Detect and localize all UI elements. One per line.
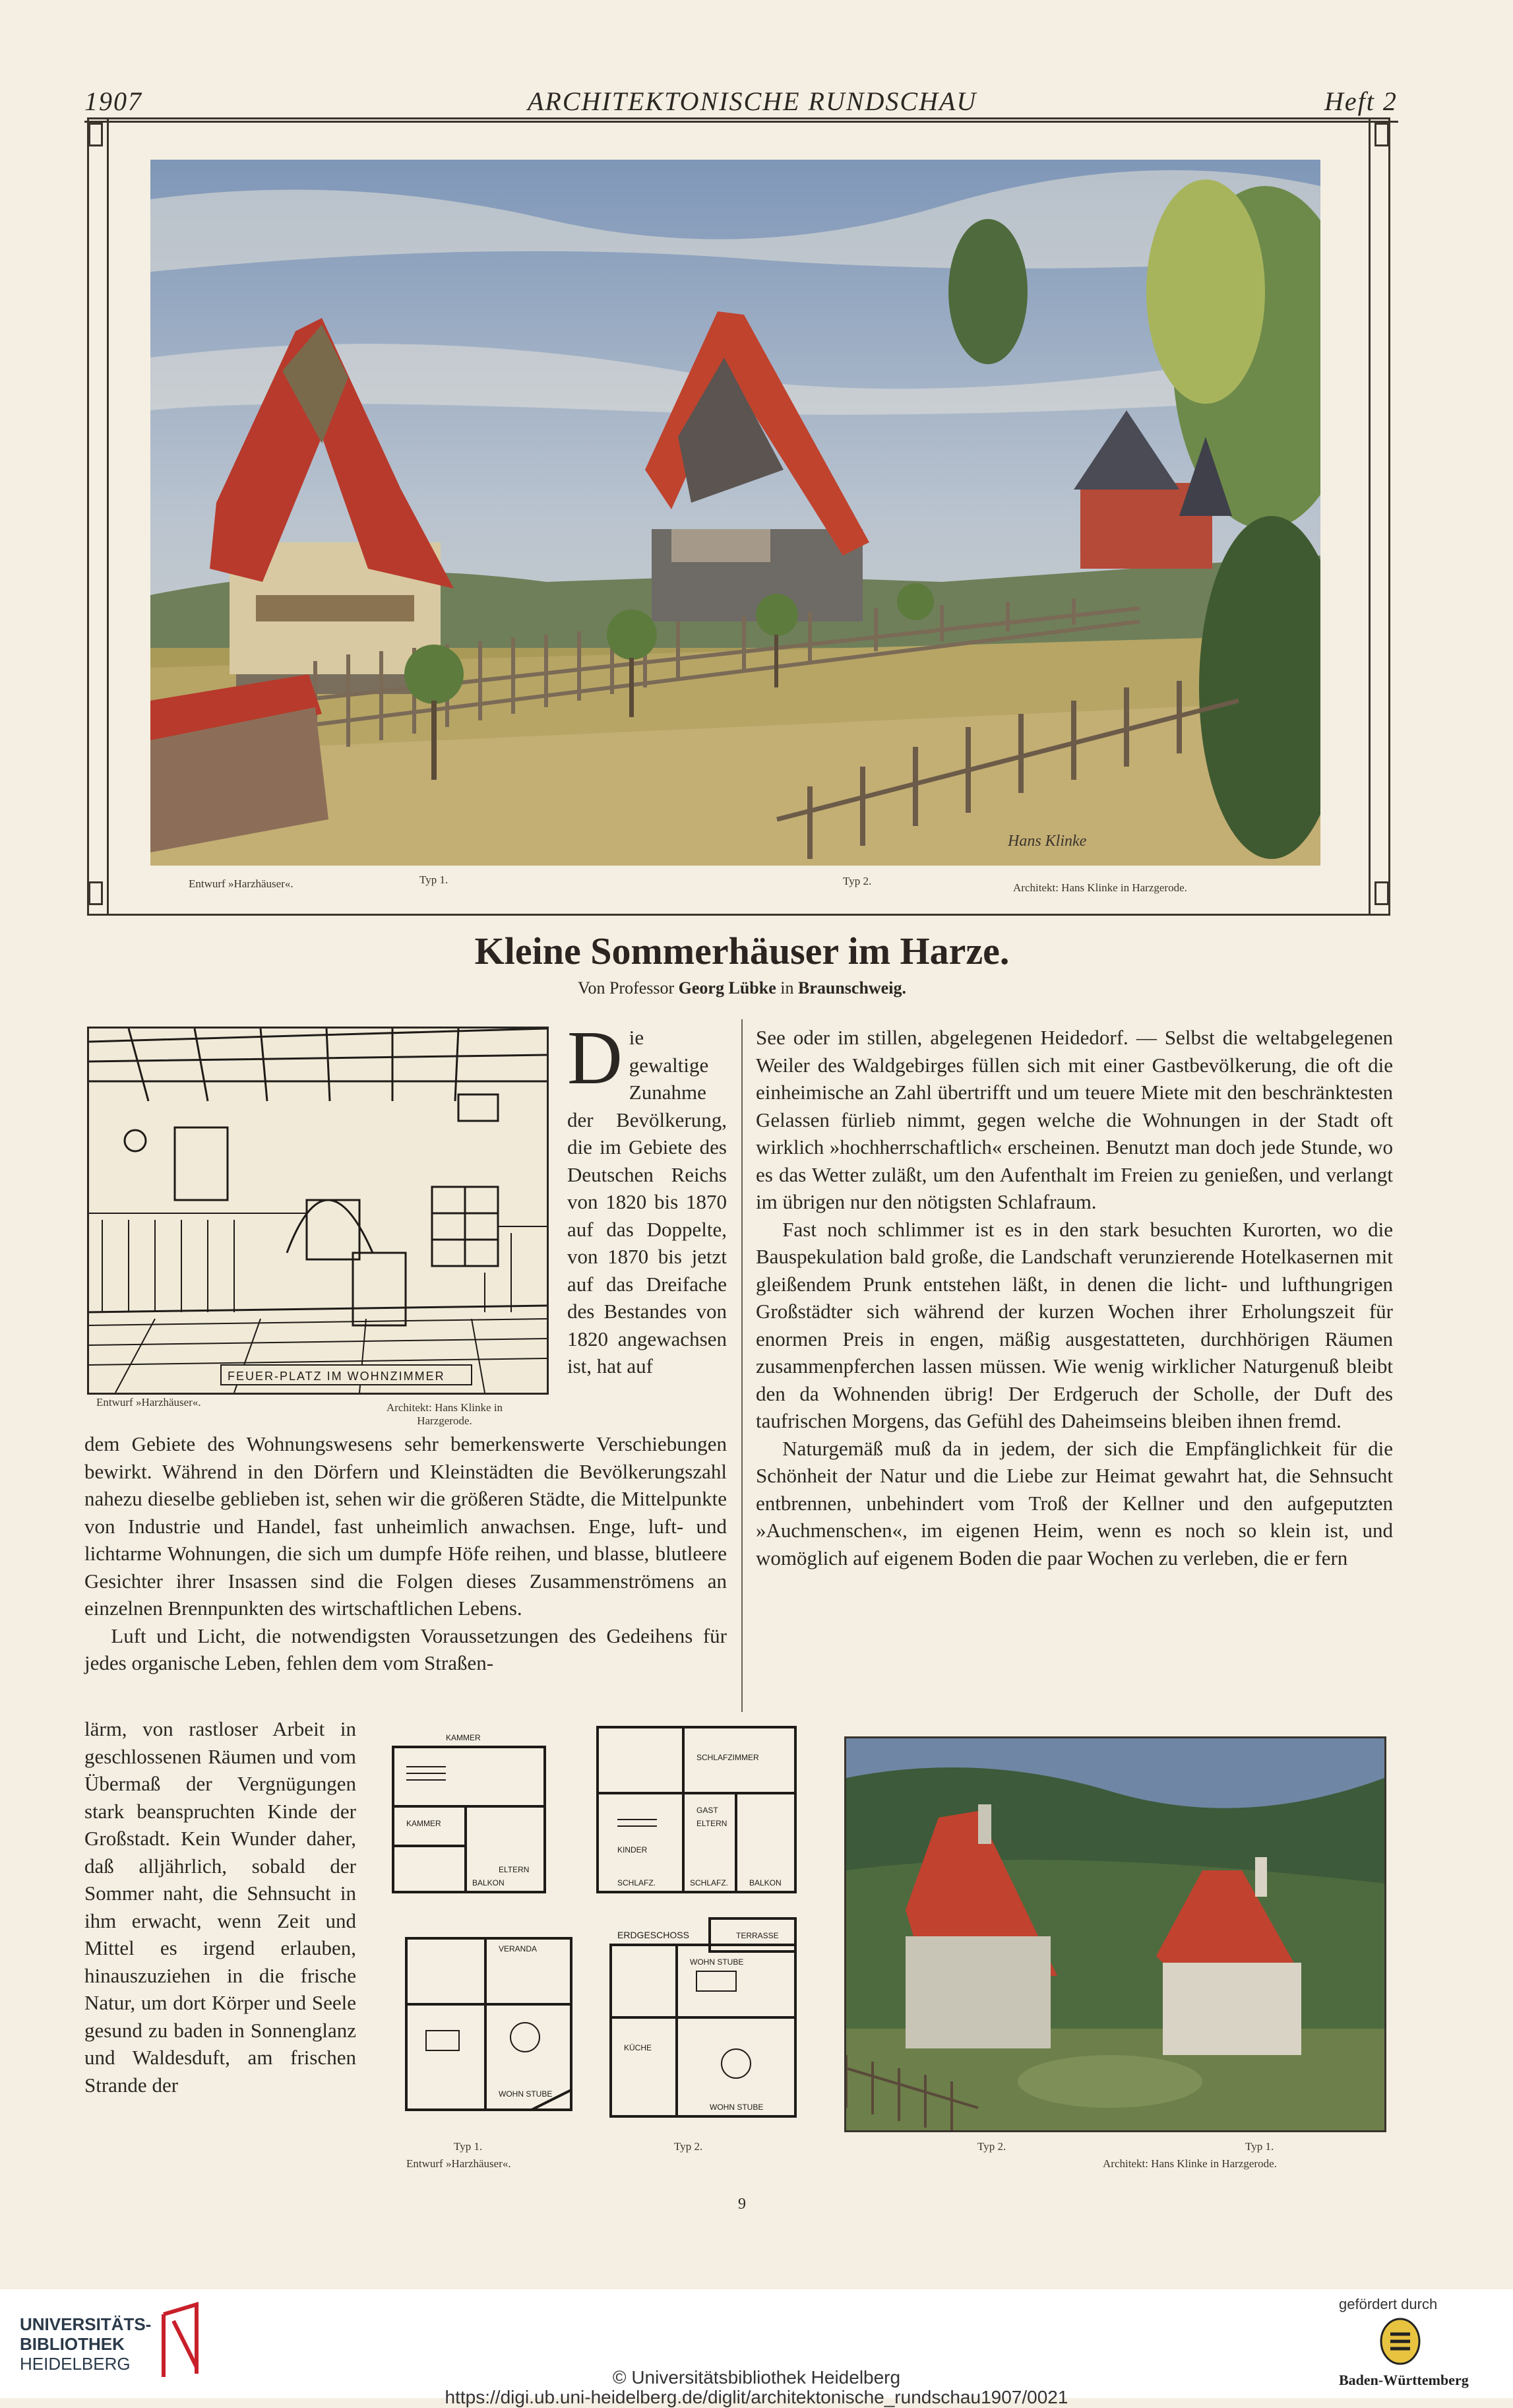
header-issue: Heft 2	[1324, 86, 1398, 116]
plan-label: TERRASSE	[736, 1931, 779, 1940]
top-caption-entwurf: Entwurf »Harzhäuser«.	[189, 877, 293, 890]
interior-caption-entwurf: Entwurf »Harzhäuser«.	[96, 1396, 201, 1409]
plan-label: KAMMER	[446, 1733, 481, 1742]
article-title: Kleine Sommerhäuser im Harze.	[474, 930, 1010, 972]
plan-label: ERDGESCHOSS	[617, 1930, 689, 1940]
plan-label: ELTERN	[696, 1819, 727, 1828]
interior-sign-text: FEUER-PLATZ IM WOHNZIMMER	[228, 1370, 445, 1383]
header-year: 1907	[84, 86, 142, 116]
header-journal: ARCHITEKTONISCHE RUNDSCHAU	[528, 86, 977, 116]
bottom-caption-typ2: Typ 2.	[977, 2140, 1006, 2153]
ub-logo-line1: UNIVERSITÄTS-	[20, 2314, 152, 2334]
harz-houses-illustration	[150, 160, 1320, 866]
source-url-link[interactable]: https://digi.ub.uni-heidelberg.de/diglit/architektonische_rundschau1907/0021	[445, 2387, 1068, 2407]
right-paragraph-3: Naturgemäß muß da in jedem, der sich die Empfänglichkeit für die Schönheit der Natur und die Liebe zur Heimat gewahrt hat, die Sehnsucht entbrennen, unbehindert vom Troß der Kellner und den aufgeputzten »Auchmenschen«, im eigenen Heim, wenn es noch so klein ist, und womöglich auf eigenem Boden die paar Wochen zu verleben, die er fern	[756, 1436, 1393, 1569]
plan-label: KINDER	[617, 1845, 648, 1854]
plan-label: WOHN STUBE	[710, 2103, 764, 2112]
left-continuation-text	[84, 1715, 356, 2099]
left-paragraph-1: dem Gebiete des Wohnungswesens sehr bemerkenswerte Verschiebungen bewirkt. Während in den Dörfern und Kleinstädten die Bevölkerungszahl nahezu dieselbe geblieben ist, sehen wir die größeren Städte, die Mittelpunkte von Industrie und Handel, fast unheimlich anwachsen. Enge, luft- und lichtarme Wohnungen, die sich um dumpfe Höfe reihen, und blasse, blutleere Gesichter ihrer Insassen sind die Folgen dieses Zusammenströmens an einzelnen Brennpunkten des wirtschaftlichen Lebens.	[84, 1432, 727, 1620]
floor-plans-drawing	[367, 1721, 828, 2143]
interior-caption-architect: Architekt: Hans Klinke in Harzgerode.	[386, 1401, 503, 1427]
plan-label: WOHN STUBE	[499, 2089, 553, 2099]
plan-label: KÜCHE	[624, 2043, 652, 2052]
page-number: 9	[738, 2196, 746, 2213]
copyright-notice: © Universitätsbibliothek Heidelberg	[612, 2367, 901, 2388]
plan-label: BALKON	[472, 1878, 505, 1887]
top-caption-architect: Architekt: Hans Klinke in Harzgerode.	[1013, 881, 1187, 894]
article-byline	[0, 978, 1484, 998]
plan-label: KAMMER	[406, 1819, 441, 1828]
right-paragraph-2: Fast noch schlimmer ist es in den stark besuchten Kurorten, wo die Bauspekulation bald große, die Landschaft verunzierende Hotelkasernen mit gleißendem Prunk entstehen läßt, in denen die licht- und lufthungrigen Großstädter sich während der kurzen Wochen ihrer Erholungszeit für enormen Preis in engen, mäßig ausgestatteten, durchhörigen Räumen zusammenpferchen lassen müssen. Wie wenig wirklicher Naturgenuß bleibt den da Wohnenden übrig! Der Erdgeruch der Scholle, der Duft des taufrischen Morgens, das Gefühl des Daheimseins bleiben ihnen fremd.	[756, 1217, 1393, 1432]
left-column-text	[84, 1430, 727, 1677]
bottom-caption-architect: Architekt: Hans Klinke in Harzgerode.	[1103, 2157, 1277, 2170]
plan-caption-typ2: Typ 2.	[674, 2140, 703, 2153]
plan-caption-typ1: Typ 1.	[454, 2140, 483, 2153]
frame-corner-ornament	[88, 881, 103, 905]
interior-fireplace-illustration	[87, 1027, 549, 1395]
plan-label: BALKON	[749, 1878, 782, 1887]
drop-cap: D	[567, 1016, 623, 1100]
right-column-text	[756, 1024, 1393, 1571]
narrow-text-block	[567, 1016, 727, 1380]
ub-heidelberg-logo[interactable]	[20, 2314, 151, 2374]
byline-prefix: Von Professor	[578, 978, 675, 998]
plan-caption-entwurf: Entwurf »Harzhäuser«.	[406, 2157, 511, 2170]
frame-corner-ornament	[1374, 123, 1389, 146]
illustration-signature: Hans Klinke	[1008, 833, 1087, 850]
frame-corner-ornament	[88, 123, 103, 146]
byline-author: Georg Lübke	[678, 978, 776, 998]
ub-logo-line2: BIBLIOTHEK	[20, 2334, 125, 2354]
bottom-caption-typ1: Typ 1.	[1245, 2140, 1274, 2153]
top-caption-typ2: Typ 2.	[843, 875, 872, 887]
right-paragraph-1: See oder im stillen, abgelegenen Heidedorf. — Selbst die weltabgelegenen Weiler des Waldgebirges füllen sich mit einer Gastbevölkerung, die oft die einheimische an Zahl übertrifft und um teuere Miete mit den beschränktesten Gelassen fürlieb nimmt, gegen welche die Wohnungen in der Stadt oft wirklich »hochherrschaftlich« erscheinen. Benutzt man doch jede Stunde, wo es das Wetter zuläßt, um den Aufenthalt im Freien zu genießen, und verlangt im übrigen nur den nötigsten Schlafraum.	[756, 1026, 1393, 1213]
ub-logo-line3: HEIDELBERG	[20, 2354, 131, 2374]
baden-wuerttemberg-crest-icon	[1380, 2317, 1421, 2366]
byline-city: Braunschweig.	[797, 978, 906, 998]
plan-label: ELTERN	[499, 1865, 530, 1874]
plan-label: WOHN STUBE	[690, 1957, 744, 1967]
plan-label: SCHLAFZ.	[690, 1878, 729, 1887]
left-paragraph-2: Luft und Licht, die notwendigsten Voraussetzungen des Gedeihens für jedes organische Leben, fehlen dem vom Straßen-	[84, 1624, 727, 1674]
plan-label: SCHLAFZ.	[617, 1878, 656, 1887]
frame-corner-ornament	[1374, 881, 1389, 905]
sponsor-name: Baden-Württemberg	[1339, 2372, 1469, 2388]
cottages-illustration	[844, 1736, 1386, 2132]
plan-label: GAST	[696, 1806, 718, 1815]
left-paragraph-2-cont: lärm, von rastloser Arbeit in geschlossenen Räumen und vom Übermaß der Vergnügungen stark beanspruchten Kinde der Großstadt. Kein Wunder daher, daß alljährlich, sobald der Sommer naht, die Sehnsucht in ihm erwacht, wenn Zeit und Mittel es irgend erlauben, hinauszuziehen in die frische Natur, um dort Körper und Seele gesund zu baden in Sonnenglanz und Waldesduft, am frischen Strande der	[84, 1717, 356, 2097]
byline-mid: in	[780, 978, 794, 998]
top-caption-typ1: Typ 1.	[419, 873, 448, 886]
sponsor-label: gefördert durch	[1339, 2296, 1438, 2312]
column-rule	[741, 1019, 743, 1712]
plan-label: SCHLAFZIMMER	[696, 1753, 759, 1762]
plan-label: VERANDA	[499, 1944, 538, 1953]
narrow-text: ie gewaltige Zunahme der Bevölkerung, die im Gebiete des Deutschen Reichs von 1820 bis 1870 auf das Doppelte, von 1870 bis jetzt auf das Dreifache des Bestandes von 1820 angewachsen ist, hat auf	[567, 1026, 727, 1378]
